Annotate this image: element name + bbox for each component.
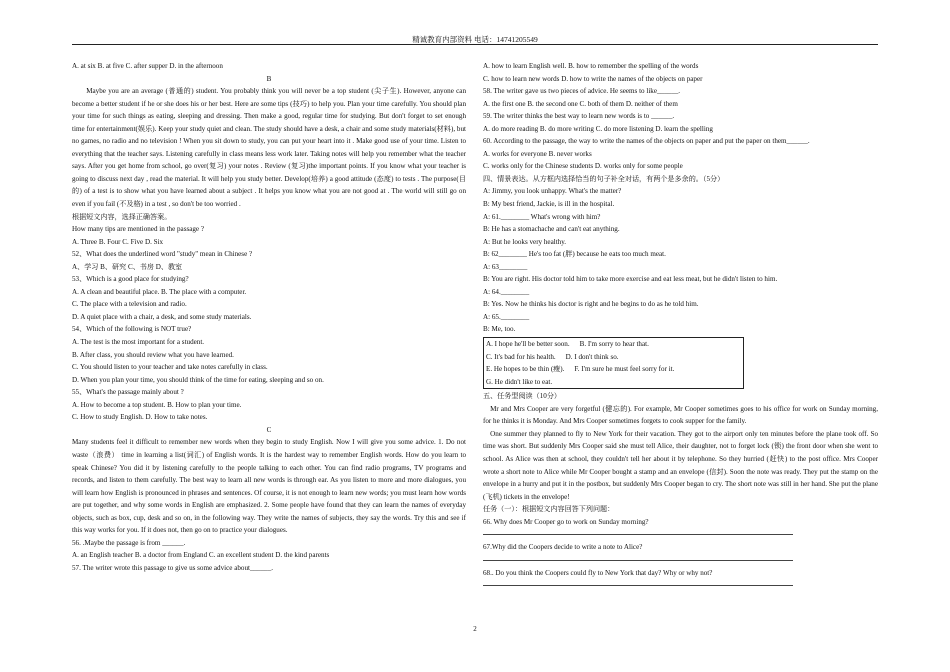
dialogue-line-2: B: My best friend, Jackie, is ill in the hospital.: [483, 200, 615, 209]
question-54-option-d: D. When you plan your time, you should think of the time for eating, sleeping and so on.: [72, 375, 324, 384]
dialogue-line-1: A: Jimmy, you look unhappy. What's the matter?: [483, 187, 622, 196]
question-51: How many tips are mentioned in the passage ?: [72, 225, 204, 234]
options-box-row-2: [486, 351, 741, 364]
answer-line-67[interactable]: [483, 554, 793, 561]
dialogue-line-11: A: 65.________: [483, 312, 530, 321]
dialogue-line-10: B: Yes. Now he thinks his doctor is right and he begins to do as he told him.: [483, 300, 699, 309]
option-f: F. I'm sure he must feel sorry for it.: [574, 365, 675, 374]
answer-line-68[interactable]: [483, 579, 793, 586]
question-57-option-cd: C. how to learn new words D. how to write the names of the objects on paper: [483, 74, 703, 83]
option-a: A. I hope he'll be better soon.: [486, 340, 570, 349]
question-60-option-cd: C. works only for the Chinese students D. works only for some people: [483, 162, 683, 171]
passage-5-paragraph-2: One summer they planned to fly to New York for their vacation. They got to the airport only ten minutes before the plane took off. So time was short. But suddenly Mrs Cooper said she must tell Alice, their daughter, not to forget lock (锁) the front door when she went to school. As Alice was then at school, they couldn't tell her about it by telephone. So they hurried (赶快) to the post office. Mrs Cooper wrote a short note to Alice while Mr Cooper bought a stamp and an envelope (信封). Soon the note was ready. They put the stamp on the envelope in a hurry and put it in the postbox, but suddenly Mrs Cooper began to cry. The short note was still in her hand. She put the plane (飞机) tickets in the envelope!: [483, 429, 878, 501]
dialogue-line-4: B: He has a stomachache and can't eat anything.: [483, 225, 620, 234]
right-column: [483, 60, 878, 592]
q50-options: A. at six B. at five C. after supper D. in the afternoon: [72, 62, 223, 70]
question-55-option-ab: A. How to become a top student. B. How to plan your time.: [72, 400, 242, 409]
question-53: 53、Which is a good place for studying?: [72, 275, 189, 284]
question-52-options: A、学习 B、研究 C、书房 D、教室: [72, 262, 183, 271]
options-box: [483, 337, 744, 389]
question-54-option-b: B. After class, you should review what you have learned.: [72, 350, 234, 359]
dialogue-line-6: B: 62________ He's too fat (胖) because he eats too much meat.: [483, 250, 666, 259]
question-54: 54、Which of the following is NOT true?: [72, 325, 192, 334]
question-59-options: A. do more reading B. do more writing C. do more listening D. learn the spelling: [483, 124, 713, 133]
page-header: 精诚教育内部资料 电话：14741205549: [412, 35, 538, 44]
question-60-option-ab: A. works for everyone B. never works: [483, 149, 592, 158]
options-box-row-1: [486, 338, 741, 351]
options-box-row-4: [486, 376, 741, 389]
section-5-heading: 五、任务型阅读（10分）: [483, 392, 562, 401]
question-58: 58. The writer gave us two pieces of advice. He seems to like______.: [483, 87, 681, 96]
options-box-row-3: [486, 363, 741, 376]
question-55-option-cd: C. How to study English. D. How to take notes.: [72, 413, 208, 422]
dialogue-line-5: A: But he looks very healthy.: [483, 237, 567, 246]
section-b-heading: B: [266, 74, 272, 83]
option-e: E. He hopes to be thin (瘦).: [486, 365, 565, 374]
dialogue-line-9: A: 64.________: [483, 287, 530, 296]
passage-c: Many students feel it difficult to remember new words when they begin to study English. Now I will give you some advice. 1. Do not waste（浪费） time in learning a list(词汇) of English words. It is the hardest way to remember English words. How do you learn to speak Chinese? You did it by listening carefully to the people talking to each other. You can find radio programs, TV programs and records, and listen to them carefully. The best way to learn all new words is through ear. As you listen to more and more dialogues, you will learn how English is pronounced in phrases and sentences. Of course, it is not enough to learn new words; you must learn how words are put together, and why some words in English are emphasized. 2. Some people have found that they can learn the names of everyday objects, such as box, cup, desk and so on, in the following way. They write the names of subjects, they say the words. Try this and see if this way works for you. If it does not, then go on to practice your dialogues.: [72, 438, 466, 535]
passage-5-paragraph-1: Mr and Mrs Cooper are very forgetful (健忘的). For example, Mr Cooper sometimes goes to his office for work on Sunday morning, for he thinks it is Monday. And Mrs Cooper sometimes forgets to cook supper for the family.: [483, 404, 878, 426]
question-53-option-c: C. The place with a television and radio.: [72, 300, 187, 309]
option-g: G. He didn't like to eat.: [486, 377, 553, 386]
question-58-options: A. the first one B. the second one C. both of them D. neither of them: [483, 99, 678, 108]
option-d: D. I don't think so.: [565, 352, 619, 361]
dialogue-line-8: B: You are right. His doctor told him to take more exercise and eat less meat, but he didn't listen to him.: [483, 275, 778, 284]
question-67: 67.Why did the Coopers decide to write a note to Alice?: [483, 543, 643, 552]
left-column: [72, 60, 466, 574]
question-59: 59. The writer thinks the best way to learn new words is to ______.: [483, 112, 675, 121]
question-66: 66. Why does Mr Cooper go to work on Sunday morning?: [483, 517, 649, 526]
section-c-heading: C: [266, 425, 272, 434]
dialogue-line-12: B: Me, too.: [483, 325, 516, 334]
question-55: 55、What's the passage mainly about ?: [72, 388, 184, 397]
header-rule: [72, 44, 878, 45]
page-number: 2: [473, 625, 477, 633]
question-68: 68.. Do you think the Coopers could fly to New York that day? Why or why not?: [483, 568, 713, 577]
section-4-heading: 四、情景表达。从方框内选择恰当的句子补全对话，有两个是多余的。（5分）: [483, 174, 725, 183]
question-56: 56. .Maybe the passage is from ______.: [72, 538, 186, 547]
question-57-option-ab: A. how to learn English well. B. how to remember the spelling of the words: [483, 62, 699, 70]
question-54-option-a: A. The test is the most important for a student.: [72, 338, 205, 347]
instruction-b: 根据短文内容，选择正确答案。: [72, 212, 172, 221]
question-60: 60. According to the passage, the way to write the names of the objects on paper and put the paper on them______.: [483, 137, 810, 146]
question-57: 57. The writer wrote this passage to give us some advice about______.: [72, 563, 274, 572]
dialogue-line-3: A: 61.________ What's wrong with him?: [483, 212, 601, 221]
question-51-options: A. Three B. Four C. Five D. Six: [72, 237, 164, 246]
question-56-options: A. an English teacher B. a doctor from England C. an excellent student D. the kind parents: [72, 551, 330, 560]
answer-line-66[interactable]: [483, 528, 793, 535]
task-1-instruction: 任务（一）：根据短文内容回答下列问题：: [483, 505, 615, 514]
option-b: B. I'm sorry to hear that.: [579, 340, 649, 349]
dialogue-line-7: A: 63________: [483, 262, 528, 271]
question-54-option-c: C. You should listen to your teacher and take notes carefully in class.: [72, 363, 268, 372]
option-c: C. It's bad for his health.: [486, 352, 556, 361]
passage-b: Maybe you are an average (普通的) student. You probably think you will never be a top student (尖子生). However, anyone can become a better student if he or she does his or her best. Here are some tips (技巧) to help you. Plan your time carefully. You should plan your time for such things as eating, sleeping and dressing. Then make a good, regular time for studying. But don't forget to set enough time for entertainment(娱乐). Keep your study quiet and clean. The study should have a desk, a chair and some study materials(材料), but no games, no radio and no television ! When you sit down to study, you can put your heart into it . Make good use of your time. Listen to everything that the teacher says. Listening carefully in class means less work later. Taking notes will help you remember what the teacher says. After you get home from school, go over(复习) your notes . Review (复习)the important points. If you know what your teacher is going to discuss next day , read the material. It will help you study better. Develop(培养) a good attitude (态度) to tests . The purpose(目的) of a test is to show what you have learned about a subject . It helps you know what you are not good at . The world will still go on even if you fail (不及格) in a test , so don't be too worried .: [72, 87, 466, 209]
question-53-option-ab: A. A clean and beautiful place. B. The place with a computer.: [72, 287, 247, 296]
question-52: 52、What does the underlined word "study" mean in Chinese ?: [72, 250, 253, 259]
question-53-option-d: D. A quiet place with a chair, a desk, and some study materials.: [72, 312, 252, 321]
